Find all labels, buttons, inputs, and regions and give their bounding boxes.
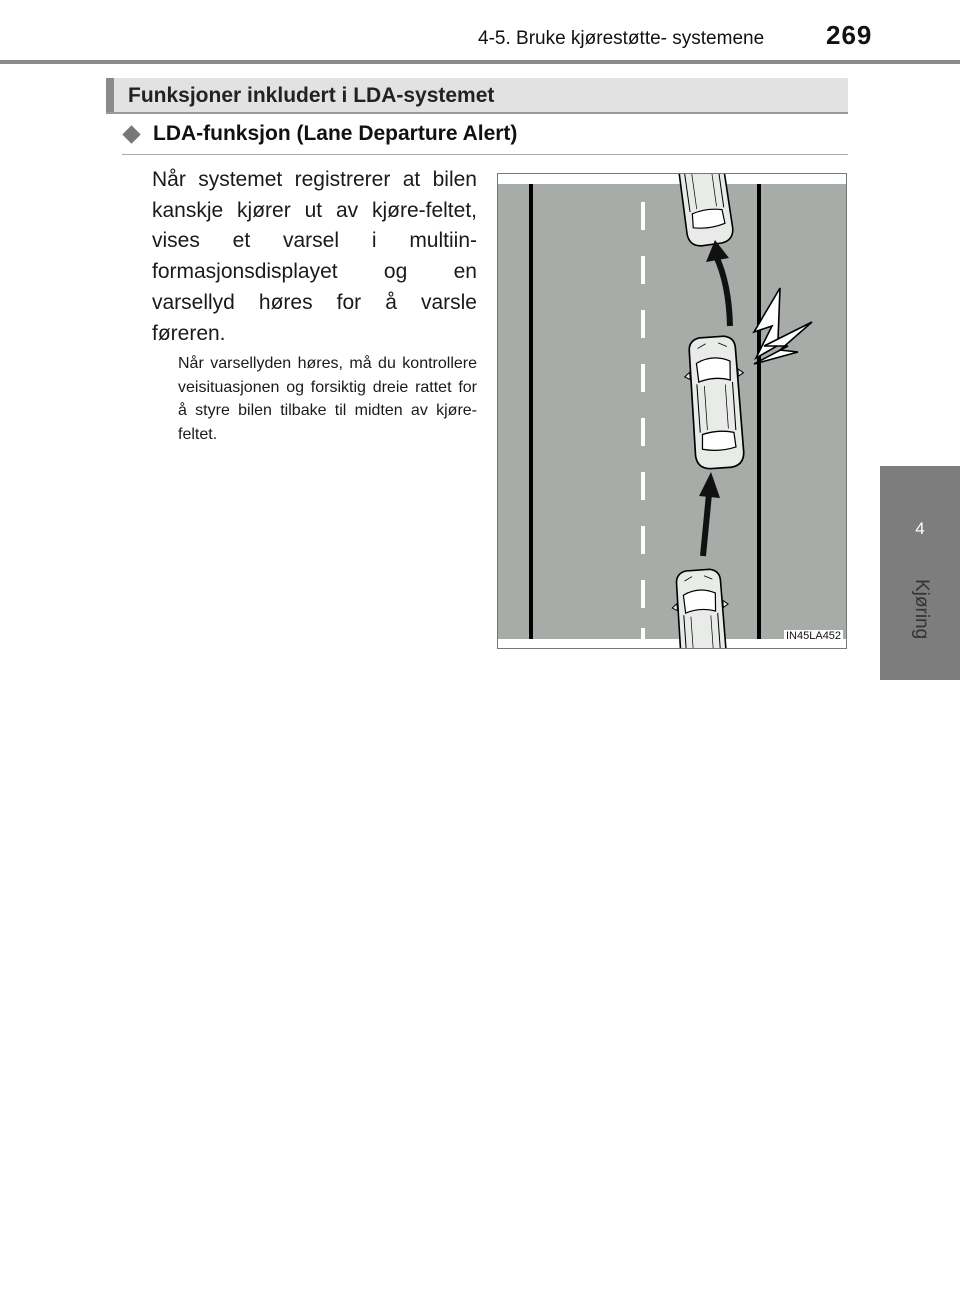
diamond-bullet-icon: [122, 125, 140, 143]
road-edge-left: [529, 184, 533, 639]
road-surface: [498, 184, 846, 639]
chapter-number: 4: [915, 519, 925, 538]
note-paragraph: Når varsellyden høres, må du kontrollere veisituasjonen og forsiktig dreie rattet for å styre bilen tilbake til midten av kjøre-feltet.: [178, 355, 477, 443]
header-rule: [0, 60, 960, 64]
figure-code: IN45LA452: [786, 630, 842, 642]
chapter-tab[interactable]: [880, 466, 960, 680]
page-number: 269: [826, 20, 873, 50]
body-paragraph: Når systemet registrerer at bilen kanskje kjører ut av kjøre-feltet, vises et varsel i multiin-formasjonsdisplayet og en varsellyd høres for å varsle føreren.: [152, 168, 477, 345]
header-title: 4-5. Bruke kjørestøtte- systemene: [478, 28, 765, 49]
subsection-heading: [122, 122, 848, 155]
lane-departure-figure: [497, 173, 847, 649]
section-banner-accent: [106, 78, 114, 112]
lane-departure-illustration: [498, 174, 846, 648]
chapter-label: Kjøring: [911, 579, 932, 640]
section-banner: [106, 78, 848, 114]
section-title: Funksjoner inkludert i LDA-systemet: [128, 84, 495, 107]
subsection-title: LDA-funksjon (Lane Departure Alert): [153, 122, 518, 145]
road-edge-right: [757, 184, 761, 639]
